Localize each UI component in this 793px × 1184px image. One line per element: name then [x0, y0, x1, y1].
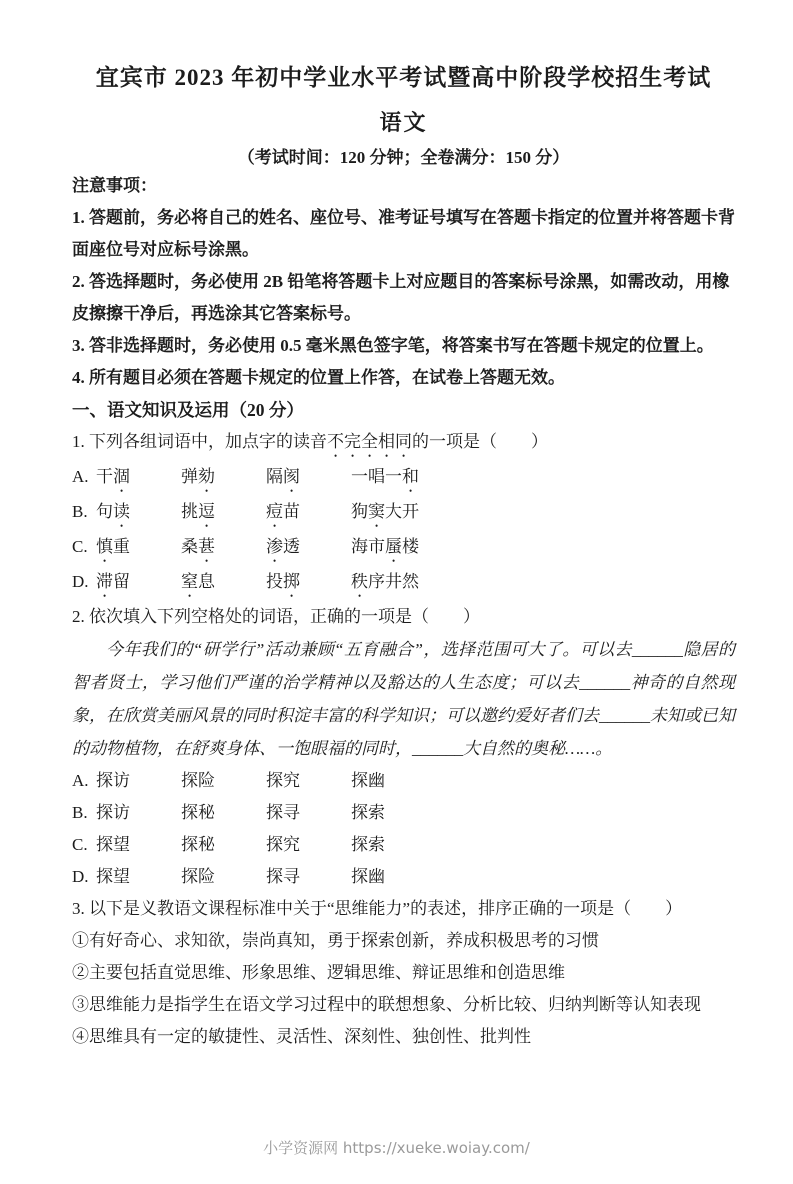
word-pre: 海市	[351, 537, 385, 556]
word-pre: 弹	[181, 467, 198, 486]
option-label: A.	[72, 467, 89, 486]
q2-option-row-d	[72, 861, 735, 893]
notice-heading: 注意事项：	[72, 176, 157, 195]
word-pre: 干	[96, 467, 113, 486]
notice-item-1: 1. 答题前，务必将自己的姓名、座位号、准考证号填写在答题卡指定的位置并将答题卡背面座位号对应标号涂黑。	[72, 208, 735, 259]
word-pre: 投	[266, 572, 283, 591]
q2-passage: 今年我们的“研学行”活动兼顾“五育融合”，选择范围可大了。可以去______隐居的智者贤士，学习他们严谨的治学精神以及豁达的人生态度；可以去______神奇的自然现象，在欣赏美丽风景的同时积淀丰富的科学知识；可以邀约爱好者们去______未知或已知的动物植物，在舒爽身体、一饱眼福的同时，______大自然的奥秘……。	[72, 640, 735, 758]
q3-item-2: ②主要包括直觉思维、形象思维、逻辑思维、辩证思维和创造思维	[72, 963, 565, 982]
q1-option-row-b	[72, 496, 735, 531]
word-cell	[266, 566, 351, 601]
notice-item-3: 3. 答非选择题时，务必使用 0.5 毫米黑色签字笔，将答案书写在答题卡规定的位置上。	[72, 336, 714, 355]
word-cell: 探望	[96, 835, 130, 854]
word-dot: 掷	[283, 572, 300, 591]
word-post: 重	[113, 537, 130, 556]
option-label: B.	[72, 803, 88, 822]
word-post: 序井然	[368, 572, 419, 591]
exam-info: （考试时间：120 分钟；全卷满分：150 分）	[237, 148, 570, 167]
page-footer: 小学资源网 https://xueke.woiay.com/	[263, 1139, 530, 1157]
word-dot: 读	[113, 502, 130, 521]
word-cell: 探寻	[266, 803, 300, 822]
word-pre: 一唱一	[351, 467, 402, 486]
exam-page	[0, 62, 793, 1053]
option-label: B.	[72, 502, 88, 521]
word-dot: 慎	[96, 537, 113, 556]
notice-item-4: 4. 所有题目必须在答题卡规定的位置上作答，在试卷上答题无效。	[72, 368, 565, 387]
word-dot: 窒	[181, 572, 198, 591]
word-cell: 探究	[266, 835, 300, 854]
word-cell	[96, 531, 181, 566]
word-dot: 涸	[113, 467, 130, 486]
word-cell	[181, 461, 266, 496]
word-dot: 劾	[198, 467, 215, 486]
word-cell: 探望	[96, 867, 130, 886]
word-cell	[181, 566, 266, 601]
word-cell: 探访	[96, 771, 130, 790]
subject-title: 语文	[379, 110, 428, 135]
q3-item-4: ④思维具有一定的敏捷性、灵活性、深刻性、独创性、批判性	[72, 1027, 531, 1046]
word-cell	[266, 461, 351, 496]
q1-option-row-d	[72, 566, 735, 601]
word-cell: 探幽	[351, 771, 385, 790]
q2-option-row-a	[72, 765, 735, 797]
section1-heading: 一、语文知识及运用（20 分）	[72, 400, 304, 420]
exam-title: 宜宾市 2023 年初中学业水平考试暨高中阶段学校招生考试	[95, 65, 712, 90]
q2-option-row-c	[72, 829, 735, 861]
notice-item-2: 2. 答选择题时，务必使用 2B 铅笔将答题卡上对应题目的答案标号涂黑，如需改动，用橡皮擦擦干净后，再选涂其它答案标号。	[72, 272, 730, 323]
q1-stem-post: 的一项是（ ）	[412, 432, 548, 451]
q3-stem: 3. 以下是义教语文课程标准中关于“思维能力”的表述，排序正确的一项是（ ）	[72, 899, 683, 918]
word-dot: 阂	[283, 467, 300, 486]
word-dot: 滞	[96, 572, 113, 591]
word-cell	[96, 496, 181, 531]
word-dot: 蜃	[385, 537, 402, 556]
word-cell: 探访	[96, 803, 130, 822]
word-dot: 窦	[368, 502, 385, 521]
option-label: D.	[72, 572, 89, 591]
word-pre: 挑	[181, 502, 198, 521]
word-pre: 隔	[266, 467, 283, 486]
word-post: 楼	[402, 537, 419, 556]
word-cell: 探索	[351, 835, 385, 854]
q2-option-row-b	[72, 797, 735, 829]
q1-stem-pre: 1. 下列各组词语中，加点字的读音	[72, 432, 327, 451]
word-cell: 探秘	[181, 803, 215, 822]
word-cell	[266, 531, 351, 566]
option-label: D.	[72, 867, 89, 886]
word-cell: 探索	[351, 803, 385, 822]
word-dot: 逗	[198, 502, 215, 521]
word-dot: 痘	[266, 502, 283, 521]
word-post: 苗	[283, 502, 300, 521]
q1-stem	[72, 426, 735, 461]
word-post: 大开	[385, 502, 419, 521]
word-cell	[351, 531, 735, 566]
word-cell	[351, 496, 735, 531]
word-dot: 葚	[198, 537, 215, 556]
option-label: C.	[72, 537, 88, 556]
word-cell	[181, 531, 266, 566]
word-pre: 句	[96, 502, 113, 521]
word-dot: 秩	[351, 572, 368, 591]
q1-option-row-c	[72, 531, 735, 566]
word-cell	[351, 566, 735, 601]
q3-item-3: ③思维能力是指学生在语文学习过程中的联想想象、分析比较、归纳判断等认知表现	[72, 995, 701, 1014]
word-dot: 和	[402, 467, 419, 486]
q3-item-1: ①有好奇心、求知欲，崇尚真知，勇于探索创新，养成积极思考的习惯	[72, 931, 599, 950]
word-cell: 探幽	[351, 867, 385, 886]
q1-stem-dotted: 不完全相同	[327, 432, 412, 451]
q2-stem: 2. 依次填入下列空格处的词语，正确的一项是（ ）	[72, 607, 480, 626]
word-cell: 探险	[181, 867, 215, 886]
word-post: 息	[198, 572, 215, 591]
option-label: A.	[72, 771, 89, 790]
word-cell	[181, 496, 266, 531]
word-post: 留	[113, 572, 130, 591]
word-post: 透	[283, 537, 300, 556]
word-pre: 狗	[351, 502, 368, 521]
word-cell	[96, 461, 181, 496]
word-cell: 探究	[266, 771, 300, 790]
word-dot: 渗	[266, 537, 283, 556]
q1-option-row-a	[72, 461, 735, 496]
word-cell: 探寻	[266, 867, 300, 886]
word-cell	[266, 496, 351, 531]
word-cell	[351, 461, 735, 496]
word-cell: 探险	[181, 771, 215, 790]
option-label: C.	[72, 835, 88, 854]
word-pre: 桑	[181, 537, 198, 556]
word-cell: 探秘	[181, 835, 215, 854]
word-cell	[96, 566, 181, 601]
